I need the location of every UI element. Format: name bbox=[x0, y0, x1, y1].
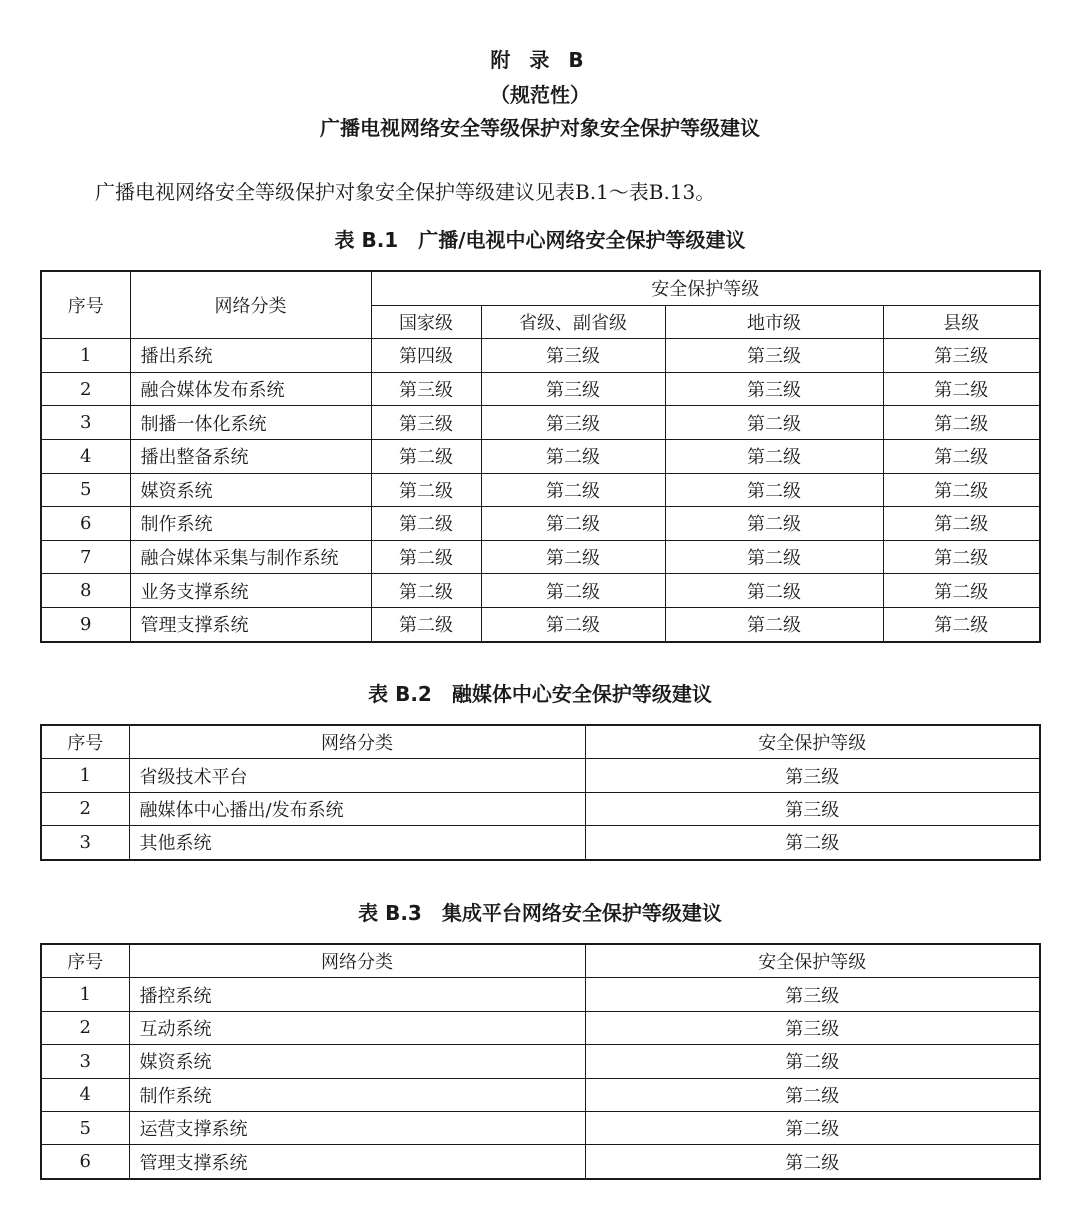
network-type-cell: 制播一体化系统 bbox=[130, 406, 371, 440]
level-cell: 第二级 bbox=[371, 439, 481, 473]
subheader-cell: 省级、副省级 bbox=[481, 305, 665, 339]
table1-caption: 表 B.1 广播/电视中心网络安全保护等级建议 bbox=[334, 228, 746, 252]
network-type-cell: 制作系统 bbox=[130, 507, 371, 541]
level-cell: 第三级 bbox=[481, 372, 665, 406]
network-type-cell: 运营支撑系统 bbox=[129, 1111, 585, 1144]
header-cell-no: 序号 bbox=[41, 944, 129, 978]
level-cell: 第二级 bbox=[481, 473, 665, 507]
level-cell: 第四级 bbox=[371, 339, 481, 373]
row-number-cell: 2 bbox=[41, 372, 130, 406]
table-b3 bbox=[40, 943, 1041, 1180]
header-cell-no: 序号 bbox=[41, 271, 130, 339]
table-row bbox=[41, 792, 1040, 825]
row-number-cell: 7 bbox=[41, 540, 130, 574]
table-row bbox=[41, 1145, 1040, 1179]
level-cell: 第二级 bbox=[481, 507, 665, 541]
level-cell: 第二级 bbox=[585, 826, 1040, 860]
table-row bbox=[41, 372, 1040, 406]
table-row bbox=[41, 574, 1040, 608]
network-type-cell: 融合媒体发布系统 bbox=[130, 372, 371, 406]
network-type-cell: 播出整备系统 bbox=[130, 439, 371, 473]
level-cell: 第二级 bbox=[665, 607, 883, 641]
table-row bbox=[41, 540, 1040, 574]
level-cell: 第二级 bbox=[883, 473, 1040, 507]
level-cell: 第二级 bbox=[481, 540, 665, 574]
row-number-cell: 1 bbox=[41, 978, 129, 1011]
table-row bbox=[41, 339, 1040, 373]
network-type-cell: 省级技术平台 bbox=[129, 759, 585, 792]
table-row bbox=[41, 507, 1040, 541]
level-cell: 第三级 bbox=[481, 339, 665, 373]
document-title: 广播电视网络安全等级保护对象安全保护等级建议 bbox=[320, 116, 760, 140]
level-cell: 第二级 bbox=[585, 1145, 1040, 1179]
level-cell: 第二级 bbox=[665, 439, 883, 473]
table-row bbox=[41, 1111, 1040, 1144]
header-cell-type: 网络分类 bbox=[130, 271, 371, 339]
row-number-cell: 6 bbox=[41, 1145, 129, 1179]
level-cell: 第二级 bbox=[585, 1111, 1040, 1144]
row-number-cell: 3 bbox=[41, 826, 129, 860]
row-number-cell: 2 bbox=[41, 1011, 129, 1044]
row-number-cell: 1 bbox=[41, 759, 129, 792]
table-header-row bbox=[41, 944, 1040, 978]
level-cell: 第三级 bbox=[481, 406, 665, 440]
row-number-cell: 3 bbox=[41, 406, 130, 440]
network-type-cell: 媒资系统 bbox=[129, 1045, 585, 1078]
level-cell: 第二级 bbox=[665, 574, 883, 608]
table-row bbox=[41, 406, 1040, 440]
row-number-cell: 4 bbox=[41, 1078, 129, 1111]
subheader-cell: 地市级 bbox=[665, 305, 883, 339]
row-number-cell: 3 bbox=[41, 1045, 129, 1078]
level-cell: 第二级 bbox=[883, 507, 1040, 541]
subheader-cell: 县级 bbox=[883, 305, 1040, 339]
level-cell: 第二级 bbox=[481, 607, 665, 641]
level-cell: 第二级 bbox=[371, 507, 481, 541]
table-row bbox=[41, 826, 1040, 860]
row-number-cell: 2 bbox=[41, 792, 129, 825]
level-cell: 第三级 bbox=[585, 1011, 1040, 1044]
level-cell: 第三级 bbox=[585, 792, 1040, 825]
level-cell: 第三级 bbox=[883, 339, 1040, 373]
level-cell: 第二级 bbox=[665, 406, 883, 440]
level-cell: 第三级 bbox=[585, 759, 1040, 792]
network-type-cell: 播出系统 bbox=[130, 339, 371, 373]
table-row bbox=[41, 759, 1040, 792]
network-type-cell: 业务支撑系统 bbox=[130, 574, 371, 608]
header-cell-no: 序号 bbox=[41, 725, 129, 759]
level-cell: 第二级 bbox=[481, 439, 665, 473]
level-cell: 第三级 bbox=[371, 406, 481, 440]
level-cell: 第二级 bbox=[585, 1045, 1040, 1078]
table-row bbox=[41, 1045, 1040, 1078]
table-row bbox=[41, 1011, 1040, 1044]
level-cell: 第二级 bbox=[883, 372, 1040, 406]
header-cell-type: 网络分类 bbox=[129, 725, 585, 759]
intro-paragraph: 广播电视网络安全等级保护对象安全保护等级建议见表B.1～表B.13。 bbox=[95, 180, 716, 204]
table2-caption: 表 B.2 融媒体中心安全保护等级建议 bbox=[368, 682, 712, 706]
network-type-cell: 融合媒体采集与制作系统 bbox=[130, 540, 371, 574]
level-cell: 第二级 bbox=[883, 574, 1040, 608]
row-number-cell: 1 bbox=[41, 339, 130, 373]
level-cell: 第二级 bbox=[665, 540, 883, 574]
level-cell: 第二级 bbox=[665, 473, 883, 507]
normative-label: （规范性） bbox=[490, 83, 590, 107]
header-cell-level: 安全保护等级 bbox=[585, 725, 1040, 759]
level-cell: 第二级 bbox=[883, 406, 1040, 440]
table-row bbox=[41, 1078, 1040, 1111]
table-row bbox=[41, 607, 1040, 641]
row-number-cell: 4 bbox=[41, 439, 130, 473]
network-type-cell: 互动系统 bbox=[129, 1011, 585, 1044]
table-row bbox=[41, 473, 1040, 507]
level-cell: 第二级 bbox=[371, 540, 481, 574]
header-cell-level: 安全保护等级 bbox=[585, 944, 1040, 978]
network-type-cell: 融媒体中心播出/发布系统 bbox=[129, 792, 585, 825]
level-cell: 第二级 bbox=[371, 473, 481, 507]
network-type-cell: 管理支撑系统 bbox=[130, 607, 371, 641]
network-type-cell: 制作系统 bbox=[129, 1078, 585, 1111]
row-number-cell: 8 bbox=[41, 574, 130, 608]
appendix-heading: 附 录 B bbox=[490, 48, 590, 72]
level-cell: 第二级 bbox=[481, 574, 665, 608]
table-header-row bbox=[41, 725, 1040, 759]
table-header-row bbox=[41, 271, 1040, 305]
network-type-cell: 其他系统 bbox=[129, 826, 585, 860]
row-number-cell: 9 bbox=[41, 607, 130, 641]
level-cell: 第三级 bbox=[665, 339, 883, 373]
level-cell: 第二级 bbox=[585, 1078, 1040, 1111]
table3-caption: 表 B.3 集成平台网络安全保护等级建议 bbox=[358, 901, 722, 925]
level-cell: 第三级 bbox=[371, 372, 481, 406]
row-number-cell: 6 bbox=[41, 507, 130, 541]
network-type-cell: 管理支撑系统 bbox=[129, 1145, 585, 1179]
level-cell: 第三级 bbox=[585, 978, 1040, 1011]
network-type-cell: 播控系统 bbox=[129, 978, 585, 1011]
row-number-cell: 5 bbox=[41, 1111, 129, 1144]
table-row bbox=[41, 439, 1040, 473]
header-cell-type: 网络分类 bbox=[129, 944, 585, 978]
level-cell: 第二级 bbox=[371, 574, 481, 608]
level-cell: 第二级 bbox=[883, 607, 1040, 641]
level-cell: 第二级 bbox=[665, 507, 883, 541]
network-type-cell: 媒资系统 bbox=[130, 473, 371, 507]
level-cell: 第二级 bbox=[883, 540, 1040, 574]
table-b2 bbox=[40, 724, 1041, 861]
level-cell: 第三级 bbox=[665, 372, 883, 406]
table-b1 bbox=[40, 270, 1041, 643]
header-cell-level-group: 安全保护等级 bbox=[371, 271, 1040, 305]
table-row bbox=[41, 978, 1040, 1011]
subheader-cell: 国家级 bbox=[371, 305, 481, 339]
row-number-cell: 5 bbox=[41, 473, 130, 507]
level-cell: 第二级 bbox=[883, 439, 1040, 473]
level-cell: 第二级 bbox=[371, 607, 481, 641]
